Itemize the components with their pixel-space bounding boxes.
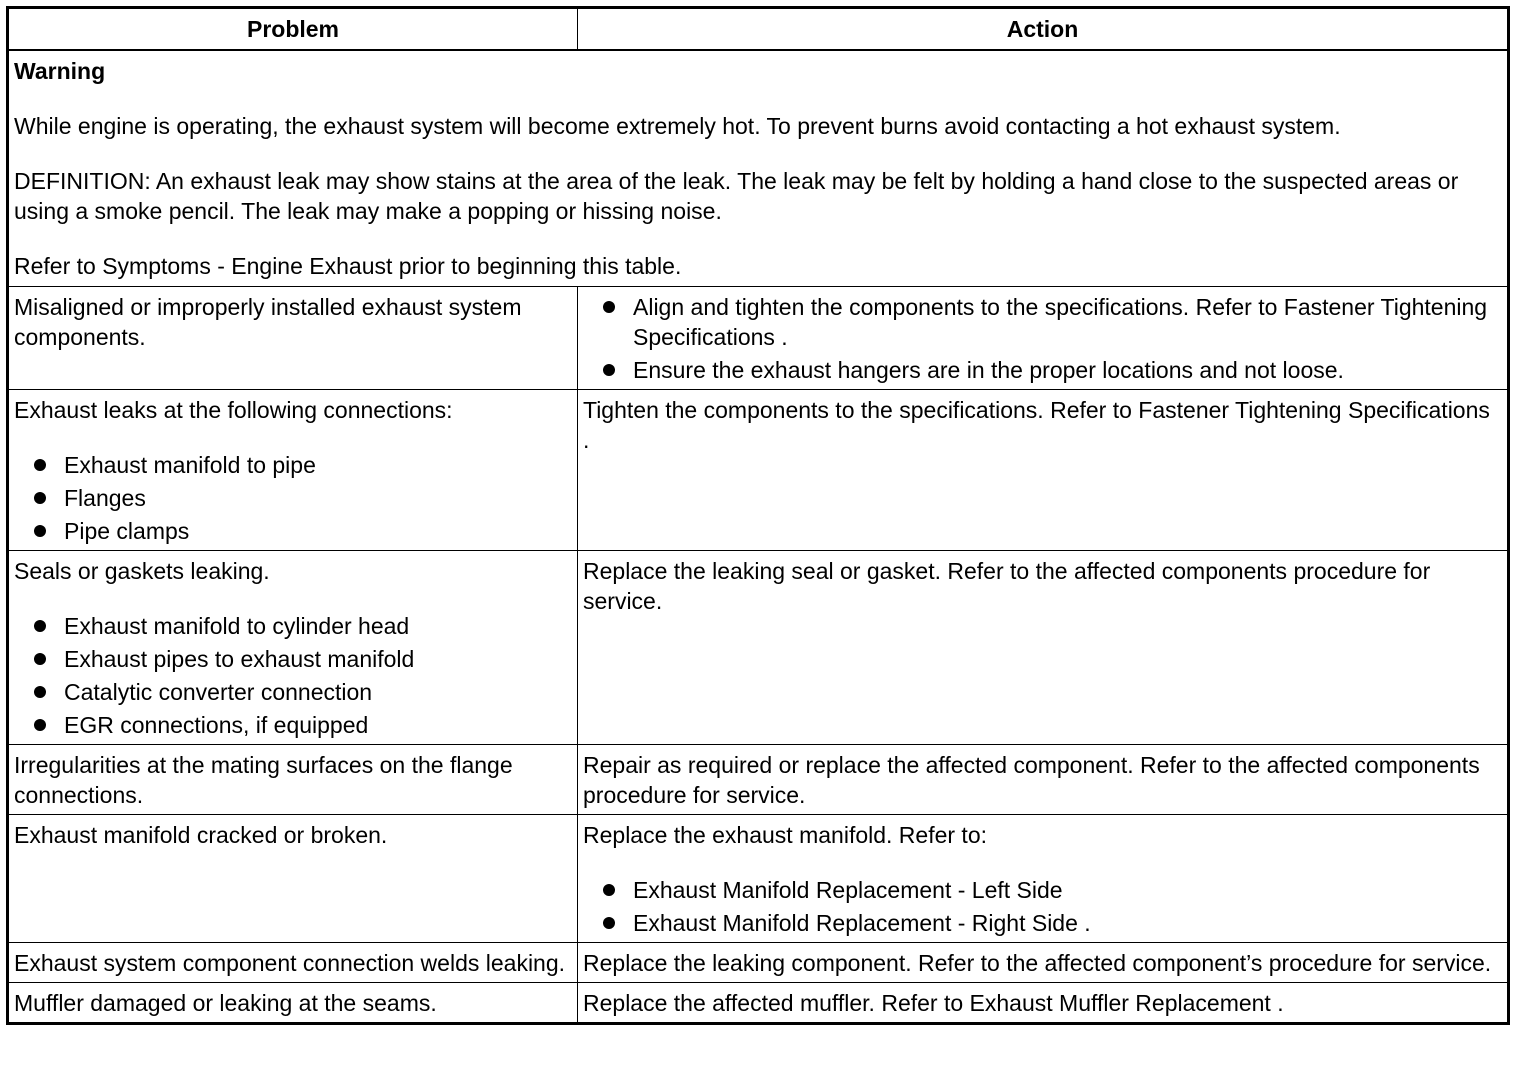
bullet-icon [34,525,46,537]
table-row [8,287,1509,390]
bullet-icon [603,364,615,376]
action-cell [578,815,1509,943]
problem-cell [8,815,578,943]
problem-text: Misaligned or improperly installed exhaust system components. [14,294,522,350]
list-item-text: EGR connections, if equipped [64,712,369,738]
action-cell [578,943,1509,983]
bullet-icon [34,653,46,665]
list-item [601,292,1502,352]
list-item [32,483,572,513]
problem-text: Exhaust leaks at the following connections: [14,397,453,423]
list-item-text: Exhaust manifold to pipe [64,452,316,478]
list-item-text: Catalytic converter connection [64,679,373,705]
warning-title: Warning [14,58,106,84]
diagnostic-table [6,6,1510,1025]
list-item [32,611,572,641]
action-header: Action [578,8,1509,51]
bullet-icon [603,301,615,313]
table-row [8,983,1509,1024]
problem-header: Problem [8,8,578,51]
list-item [32,710,572,740]
problem-text: Irregularities at the mating surfaces on the flange connections. [14,752,513,808]
action-text: Replace the exhaust manifold. Refer to: [583,822,988,848]
list-item-text: Exhaust Manifold Replacement - Right Side . [633,910,1091,936]
problem-cell [8,390,578,551]
action-text: Replace the leaking seal or gasket. Refer to the affected components procedure for service. [583,558,1431,614]
list-item [32,516,572,546]
bullet-icon [34,620,46,632]
problem-cell [8,287,578,390]
bullet-icon [34,492,46,504]
problem-cell [8,983,578,1024]
list-item [32,677,572,707]
table-row [8,943,1509,983]
list-item-text: Exhaust manifold to cylinder head [64,613,410,639]
problem-cell [8,551,578,745]
table-row [8,390,1509,551]
problem-text: Exhaust system component connection welds leaking. [14,950,566,976]
action-cell [578,287,1509,390]
bullet-icon [603,884,615,896]
list-item-text: Exhaust pipes to exhaust manifold [64,646,415,672]
problem-cell [8,745,578,815]
action-cell [578,551,1509,745]
list-item [601,875,1502,905]
list-item-text: Pipe clamps [64,518,190,544]
refer-text: Refer to Symptoms - Engine Exhaust prior to beginning this table. [14,253,682,279]
action-text: Tighten the components to the specifications. Refer to Fastener Tightening Specifications . [583,397,1490,453]
list-item [32,450,572,480]
warning-text: While engine is operating, the exhaust system will become extremely hot. To prevent burns avoid contacting a hot exhaust system. [14,113,1341,139]
action-cell [578,983,1509,1024]
action-text: Replace the leaking component. Refer to the affected component’s procedure for service. [583,950,1492,976]
action-cell [578,745,1509,815]
problem-text: Exhaust manifold cracked or broken. [14,822,388,848]
list-item [601,908,1502,938]
header-row [8,8,1509,51]
definition-text: DEFINITION: An exhaust leak may show stains at the area of the leak. The leak may be felt by holding a hand close to the suspected areas or using a smoke pencil. The leak may make a popping or hissing noise. [14,168,1459,224]
bullet-icon [34,719,46,731]
bullet-icon [34,459,46,471]
action-cell [578,390,1509,551]
table-row [8,551,1509,745]
problem-cell [8,943,578,983]
warning-row [8,50,1509,287]
problem-text: Muffler damaged or leaking at the seams. [14,990,437,1016]
list-item-text: Exhaust Manifold Replacement - Left Side [633,877,1063,903]
list-item [601,355,1502,385]
table-row [8,745,1509,815]
list-item-text: Flanges [64,485,146,511]
list-item-text: Align and tighten the components to the specifications. Refer to Fastener Tightening Specifications . [633,294,1488,350]
action-text: Repair as required or replace the affected component. Refer to the affected components procedure for service. [583,752,1480,808]
action-list [601,292,1502,385]
action-list [601,875,1502,938]
table-row [8,815,1509,943]
list-item [32,644,572,674]
warning-cell [8,50,1509,287]
bullet-icon [34,686,46,698]
problem-list [32,611,572,740]
bullet-icon [603,917,615,929]
action-text: Replace the affected muffler. Refer to Exhaust Muffler Replacement . [583,990,1284,1016]
list-item-text: Ensure the exhaust hangers are in the proper locations and not loose. [633,357,1344,383]
problem-list [32,450,572,546]
problem-text: Seals or gaskets leaking. [14,558,270,584]
